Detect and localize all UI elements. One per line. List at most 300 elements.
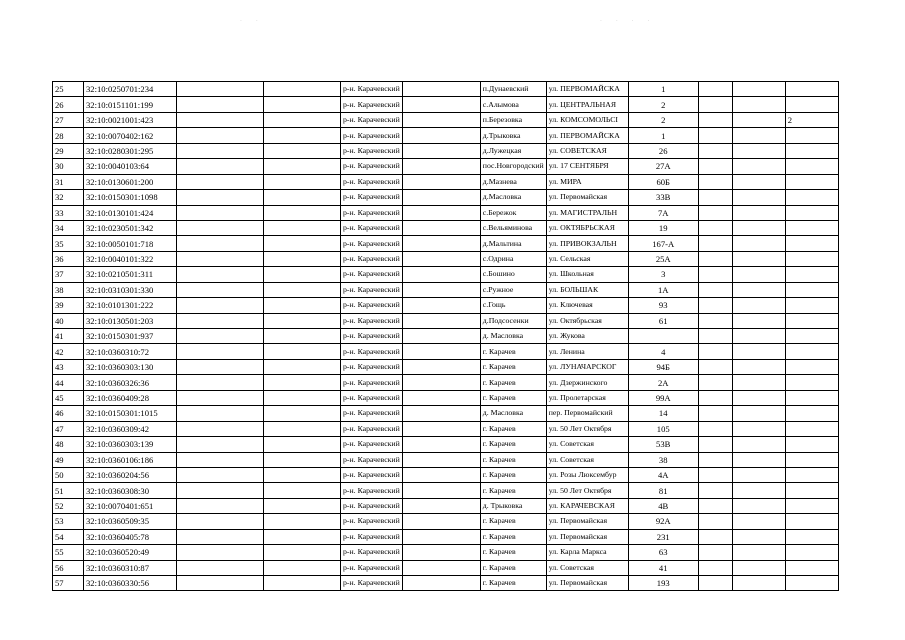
extra-cell bbox=[785, 298, 838, 313]
locality-cell: д.Подсосенки bbox=[480, 313, 546, 328]
cadastral-number-cell: 32:10:0360326:36 bbox=[84, 375, 177, 390]
house-number-cell: 63 bbox=[628, 545, 698, 560]
district-cell: р-н. Карачевский bbox=[341, 529, 403, 544]
house-number-cell: 2А bbox=[628, 375, 698, 390]
row-number-cell: 39 bbox=[53, 298, 84, 313]
locality-cell: г. Карачев bbox=[480, 344, 546, 359]
district-cell: р-н. Карачевский bbox=[341, 421, 403, 436]
empty-cell bbox=[402, 498, 480, 513]
locality-cell: г. Карачев bbox=[480, 390, 546, 405]
district-cell: р-н. Карачевский bbox=[341, 390, 403, 405]
district-cell: р-н. Карачевский bbox=[341, 282, 403, 297]
cadastral-number-cell: 32:10:0250701:234 bbox=[84, 82, 177, 97]
table-row bbox=[53, 406, 839, 421]
extra-cell bbox=[785, 329, 838, 344]
row-number-cell: 37 bbox=[53, 267, 84, 282]
district-cell: р-н. Карачевский bbox=[341, 545, 403, 560]
house-number-cell: 7А bbox=[628, 205, 698, 220]
empty-cell bbox=[402, 267, 480, 282]
house-number-cell: 99А bbox=[628, 390, 698, 405]
house-number-cell bbox=[628, 329, 698, 344]
empty-cell bbox=[732, 390, 785, 405]
street-cell: ул. Первомайская bbox=[546, 190, 628, 205]
table-row bbox=[53, 82, 839, 97]
cadastral-number-cell: 32:10:0130101:424 bbox=[84, 205, 177, 220]
house-number-cell: 14 bbox=[628, 406, 698, 421]
row-number-cell: 51 bbox=[53, 483, 84, 498]
row-number-cell: 42 bbox=[53, 344, 84, 359]
empty-cell bbox=[402, 298, 480, 313]
empty-cell bbox=[402, 560, 480, 575]
locality-cell: с.Гощь bbox=[480, 298, 546, 313]
empty-cell bbox=[177, 205, 264, 220]
empty-cell bbox=[732, 205, 785, 220]
locality-cell: г. Карачев bbox=[480, 560, 546, 575]
empty-cell bbox=[402, 359, 480, 374]
empty-cell bbox=[732, 82, 785, 97]
cadastral-number-cell: 32:10:0360106:186 bbox=[84, 452, 177, 467]
table-row bbox=[53, 437, 839, 452]
empty-cell bbox=[698, 514, 732, 529]
extra-cell bbox=[785, 390, 838, 405]
empty-cell bbox=[732, 159, 785, 174]
extra-cell bbox=[785, 529, 838, 544]
row-number-cell: 40 bbox=[53, 313, 84, 328]
empty-cell bbox=[732, 437, 785, 452]
empty-cell bbox=[402, 159, 480, 174]
house-number-cell: 2 bbox=[628, 97, 698, 112]
empty-cell bbox=[264, 483, 341, 498]
empty-cell bbox=[177, 467, 264, 482]
empty-cell bbox=[264, 576, 341, 591]
street-cell: ул. ПРИВОКЗАЛЬН bbox=[546, 236, 628, 251]
street-cell: ул. Сельская bbox=[546, 251, 628, 266]
empty-cell bbox=[698, 128, 732, 143]
cadastral-number-cell: 32:10:0360303:130 bbox=[84, 359, 177, 374]
empty-cell bbox=[177, 437, 264, 452]
empty-cell bbox=[698, 529, 732, 544]
empty-cell bbox=[732, 236, 785, 251]
empty-cell bbox=[402, 390, 480, 405]
empty-cell bbox=[402, 529, 480, 544]
extra-cell bbox=[785, 344, 838, 359]
street-cell: ул. БОЛЬШАК bbox=[546, 282, 628, 297]
locality-cell: с.Бошино bbox=[480, 267, 546, 282]
empty-cell bbox=[698, 576, 732, 591]
street-cell: ул. 17 СЕНТЯБРЯ bbox=[546, 159, 628, 174]
row-number-cell: 43 bbox=[53, 359, 84, 374]
district-cell: р-н. Карачевский bbox=[341, 267, 403, 282]
empty-cell bbox=[698, 236, 732, 251]
empty-cell bbox=[732, 128, 785, 143]
cadastral-number-cell: 32:10:0360204:56 bbox=[84, 467, 177, 482]
cadastral-number-cell: 32:10:0150301:1098 bbox=[84, 190, 177, 205]
extra-cell bbox=[785, 267, 838, 282]
locality-cell: с.Ружное bbox=[480, 282, 546, 297]
empty-cell bbox=[177, 313, 264, 328]
street-cell: ул. Первомайская bbox=[546, 576, 628, 591]
table-row bbox=[53, 282, 839, 297]
empty-cell bbox=[264, 406, 341, 421]
table-row bbox=[53, 390, 839, 405]
street-cell: ул. СОВЕТСКАЯ bbox=[546, 143, 628, 158]
empty-cell bbox=[732, 112, 785, 127]
extra-cell bbox=[785, 128, 838, 143]
empty-cell bbox=[698, 112, 732, 127]
locality-cell: г. Карачев bbox=[480, 437, 546, 452]
empty-cell bbox=[177, 97, 264, 112]
street-cell: ул. Карла Маркса bbox=[546, 545, 628, 560]
extra-cell bbox=[785, 467, 838, 482]
locality-cell: г. Карачев bbox=[480, 467, 546, 482]
extra-cell bbox=[785, 483, 838, 498]
empty-cell bbox=[177, 576, 264, 591]
empty-cell bbox=[402, 452, 480, 467]
extra-cell bbox=[785, 421, 838, 436]
table-row bbox=[53, 313, 839, 328]
cadastral-number-cell: 32:10:0230501:342 bbox=[84, 220, 177, 235]
district-cell: р-н. Карачевский bbox=[341, 560, 403, 575]
row-number-cell: 47 bbox=[53, 421, 84, 436]
empty-cell bbox=[698, 437, 732, 452]
empty-cell bbox=[402, 282, 480, 297]
extra-cell bbox=[785, 82, 838, 97]
district-cell: р-н. Карачевский bbox=[341, 159, 403, 174]
locality-cell: д.Масловка bbox=[480, 190, 546, 205]
empty-cell bbox=[264, 298, 341, 313]
row-number-cell: 33 bbox=[53, 205, 84, 220]
empty-cell bbox=[264, 236, 341, 251]
row-number-cell: 46 bbox=[53, 406, 84, 421]
empty-cell bbox=[264, 359, 341, 374]
extra-cell bbox=[785, 143, 838, 158]
empty-cell bbox=[732, 220, 785, 235]
cadastral-number-cell: 32:10:0360310:87 bbox=[84, 560, 177, 575]
locality-cell: с.Бережок bbox=[480, 205, 546, 220]
empty-cell bbox=[732, 467, 785, 482]
district-cell: р-н. Карачевский bbox=[341, 205, 403, 220]
empty-cell bbox=[264, 344, 341, 359]
district-cell: р-н. Карачевский bbox=[341, 112, 403, 127]
district-cell: р-н. Карачевский bbox=[341, 576, 403, 591]
street-cell: ул. 50 Лет Октября bbox=[546, 483, 628, 498]
street-cell: ул. ЦЕНТРАЛЬНАЯ bbox=[546, 97, 628, 112]
locality-cell: с.Одрина bbox=[480, 251, 546, 266]
row-number-cell: 25 bbox=[53, 82, 84, 97]
locality-cell: с.Алымова bbox=[480, 97, 546, 112]
street-cell: ул. Октябрьская bbox=[546, 313, 628, 328]
house-number-cell: 41 bbox=[628, 560, 698, 575]
empty-cell bbox=[698, 267, 732, 282]
extra-cell bbox=[785, 159, 838, 174]
table-row bbox=[53, 452, 839, 467]
empty-cell bbox=[732, 282, 785, 297]
street-cell: ул. Советская bbox=[546, 560, 628, 575]
empty-cell bbox=[177, 267, 264, 282]
locality-cell: пос.Новгородский bbox=[480, 159, 546, 174]
table-row bbox=[53, 251, 839, 266]
empty-cell bbox=[698, 159, 732, 174]
row-number-cell: 49 bbox=[53, 452, 84, 467]
street-cell: ул. ОКТЯБРЬСКАЯ bbox=[546, 220, 628, 235]
district-cell: р-н. Карачевский bbox=[341, 514, 403, 529]
empty-cell bbox=[177, 406, 264, 421]
extra-cell bbox=[785, 190, 838, 205]
empty-cell bbox=[698, 282, 732, 297]
house-number-cell: 27А bbox=[628, 159, 698, 174]
empty-cell bbox=[177, 452, 264, 467]
empty-cell bbox=[264, 205, 341, 220]
cadastral-number-cell: 32:10:0360309:42 bbox=[84, 421, 177, 436]
row-number-cell: 55 bbox=[53, 545, 84, 560]
table-row bbox=[53, 421, 839, 436]
empty-cell bbox=[732, 359, 785, 374]
street-cell: ул. Дзержинского bbox=[546, 375, 628, 390]
empty-cell bbox=[402, 174, 480, 189]
locality-cell: г. Карачев bbox=[480, 514, 546, 529]
extra-cell bbox=[785, 437, 838, 452]
empty-cell bbox=[732, 97, 785, 112]
cadastral-number-cell: 32:10:0360509:35 bbox=[84, 514, 177, 529]
cadastral-number-cell: 32:10:0070401:651 bbox=[84, 498, 177, 513]
house-number-cell: 61 bbox=[628, 313, 698, 328]
district-cell: р-н. Карачевский bbox=[341, 498, 403, 513]
cadastral-number-cell: 32:10:0130601:200 bbox=[84, 174, 177, 189]
empty-cell bbox=[402, 375, 480, 390]
empty-cell bbox=[698, 251, 732, 266]
empty-cell bbox=[732, 329, 785, 344]
empty-cell bbox=[732, 483, 785, 498]
empty-cell bbox=[264, 97, 341, 112]
table-row bbox=[53, 267, 839, 282]
row-number-cell: 50 bbox=[53, 467, 84, 482]
cadastral-number-cell: 32:10:0210501:311 bbox=[84, 267, 177, 282]
extra-cell bbox=[785, 174, 838, 189]
house-number-cell: 4А bbox=[628, 467, 698, 482]
empty-cell bbox=[402, 205, 480, 220]
cadastral-number-cell: 32:10:0150301:937 bbox=[84, 329, 177, 344]
locality-cell: г. Карачев bbox=[480, 452, 546, 467]
row-number-cell: 31 bbox=[53, 174, 84, 189]
document-sheet bbox=[52, 81, 839, 591]
empty-cell bbox=[402, 313, 480, 328]
locality-cell: г. Карачев bbox=[480, 359, 546, 374]
table-row bbox=[53, 159, 839, 174]
empty-cell bbox=[698, 220, 732, 235]
house-number-cell: 92А bbox=[628, 514, 698, 529]
extra-cell bbox=[785, 406, 838, 421]
empty-cell bbox=[402, 220, 480, 235]
empty-cell bbox=[177, 298, 264, 313]
scan-artifact: · · bbox=[240, 18, 264, 25]
empty-cell bbox=[698, 390, 732, 405]
empty-cell bbox=[177, 159, 264, 174]
street-cell: пер. Первомайский bbox=[546, 406, 628, 421]
empty-cell bbox=[177, 329, 264, 344]
empty-cell bbox=[402, 128, 480, 143]
district-cell: р-н. Карачевский bbox=[341, 344, 403, 359]
house-number-cell: 81 bbox=[628, 483, 698, 498]
empty-cell bbox=[402, 251, 480, 266]
cadastral-number-cell: 32:10:0360405:78 bbox=[84, 529, 177, 544]
locality-cell: д.Мазнева bbox=[480, 174, 546, 189]
cadastral-number-cell: 32:10:0360330:56 bbox=[84, 576, 177, 591]
empty-cell bbox=[732, 545, 785, 560]
empty-cell bbox=[698, 498, 732, 513]
extra-cell bbox=[785, 576, 838, 591]
district-cell: р-н. Карачевский bbox=[341, 329, 403, 344]
district-cell: р-н. Карачевский bbox=[341, 236, 403, 251]
district-cell: р-н. Карачевский bbox=[341, 375, 403, 390]
row-number-cell: 38 bbox=[53, 282, 84, 297]
district-cell: р-н. Карачевский bbox=[341, 483, 403, 498]
table-row bbox=[53, 205, 839, 220]
empty-cell bbox=[732, 313, 785, 328]
cadastral-number-cell: 32:10:0360303:139 bbox=[84, 437, 177, 452]
empty-cell bbox=[698, 313, 732, 328]
house-number-cell: 19 bbox=[628, 220, 698, 235]
row-number-cell: 53 bbox=[53, 514, 84, 529]
cadastral-number-cell: 32:10:0360520:49 bbox=[84, 545, 177, 560]
district-cell: р-н. Карачевский bbox=[341, 82, 403, 97]
empty-cell bbox=[698, 174, 732, 189]
locality-cell: с.Вельяминова bbox=[480, 220, 546, 235]
street-cell: ул. МИРА bbox=[546, 174, 628, 189]
street-cell: ул. МАГИСТРАЛЬН bbox=[546, 205, 628, 220]
row-number-cell: 30 bbox=[53, 159, 84, 174]
house-number-cell: 105 bbox=[628, 421, 698, 436]
empty-cell bbox=[402, 406, 480, 421]
empty-cell bbox=[177, 128, 264, 143]
empty-cell bbox=[177, 282, 264, 297]
table-row bbox=[53, 220, 839, 235]
table-row bbox=[53, 498, 839, 513]
empty-cell bbox=[177, 236, 264, 251]
empty-cell bbox=[698, 97, 732, 112]
extra-cell bbox=[785, 236, 838, 251]
empty-cell bbox=[698, 190, 732, 205]
house-number-cell: 1 bbox=[628, 128, 698, 143]
empty-cell bbox=[402, 143, 480, 158]
empty-cell bbox=[177, 514, 264, 529]
locality-cell: г. Карачев bbox=[480, 576, 546, 591]
empty-cell bbox=[732, 190, 785, 205]
empty-cell bbox=[698, 467, 732, 482]
empty-cell bbox=[402, 483, 480, 498]
table-row bbox=[53, 128, 839, 143]
cadastral-number-cell: 32:10:0151101:199 bbox=[84, 97, 177, 112]
empty-cell bbox=[177, 359, 264, 374]
cadastral-number-cell: 32:10:0360308:30 bbox=[84, 483, 177, 498]
locality-cell: д. Масловка bbox=[480, 329, 546, 344]
street-cell: ул. Первомайская bbox=[546, 529, 628, 544]
empty-cell bbox=[402, 112, 480, 127]
extra-cell: 2 bbox=[785, 112, 838, 127]
street-cell: ул. Розы Люксембур bbox=[546, 467, 628, 482]
empty-cell bbox=[177, 190, 264, 205]
empty-cell bbox=[264, 282, 341, 297]
empty-cell bbox=[177, 498, 264, 513]
street-cell: ул. Первомайская bbox=[546, 514, 628, 529]
empty-cell bbox=[732, 406, 785, 421]
table-row bbox=[53, 483, 839, 498]
empty-cell bbox=[264, 545, 341, 560]
empty-cell bbox=[732, 498, 785, 513]
cadastral-number-cell: 32:10:0040103:64 bbox=[84, 159, 177, 174]
empty-cell bbox=[177, 421, 264, 436]
empty-cell bbox=[264, 190, 341, 205]
empty-cell bbox=[264, 375, 341, 390]
extra-cell bbox=[785, 375, 838, 390]
cadastral-number-cell: 32:10:0280301:295 bbox=[84, 143, 177, 158]
extra-cell bbox=[785, 560, 838, 575]
street-cell: ул. ПЕРВОМАЙСКА bbox=[546, 82, 628, 97]
empty-cell bbox=[732, 452, 785, 467]
street-cell: ул. Ключевая bbox=[546, 298, 628, 313]
empty-cell bbox=[264, 560, 341, 575]
empty-cell bbox=[264, 529, 341, 544]
table-row bbox=[53, 298, 839, 313]
street-cell: ул. Ленина bbox=[546, 344, 628, 359]
locality-cell: д. Трыковка bbox=[480, 498, 546, 513]
empty-cell bbox=[698, 329, 732, 344]
cadastral-number-cell: 32:10:0130501:203 bbox=[84, 313, 177, 328]
house-number-cell: 33В bbox=[628, 190, 698, 205]
row-number-cell: 57 bbox=[53, 576, 84, 591]
empty-cell bbox=[264, 143, 341, 158]
extra-cell bbox=[785, 452, 838, 467]
table-row bbox=[53, 359, 839, 374]
empty-cell bbox=[264, 498, 341, 513]
table-row bbox=[53, 375, 839, 390]
house-number-cell: 93 bbox=[628, 298, 698, 313]
cadastral-number-cell: 32:10:0021001:423 bbox=[84, 112, 177, 127]
street-cell: ул. Школьная bbox=[546, 267, 628, 282]
house-number-cell: 2 bbox=[628, 112, 698, 127]
empty-cell bbox=[402, 344, 480, 359]
locality-cell: д.Трыковка bbox=[480, 128, 546, 143]
row-number-cell: 29 bbox=[53, 143, 84, 158]
empty-cell bbox=[732, 560, 785, 575]
empty-cell bbox=[402, 576, 480, 591]
locality-cell: г. Карачев bbox=[480, 421, 546, 436]
empty-cell bbox=[264, 251, 341, 266]
empty-cell bbox=[698, 375, 732, 390]
table-row bbox=[53, 236, 839, 251]
locality-cell: г. Карачев bbox=[480, 375, 546, 390]
row-number-cell: 41 bbox=[53, 329, 84, 344]
empty-cell bbox=[177, 143, 264, 158]
empty-cell bbox=[402, 82, 480, 97]
district-cell: р-н. Карачевский bbox=[341, 467, 403, 482]
empty-cell bbox=[402, 467, 480, 482]
locality-cell: д.Мальтина bbox=[480, 236, 546, 251]
empty-cell bbox=[402, 545, 480, 560]
empty-cell bbox=[732, 421, 785, 436]
row-number-cell: 52 bbox=[53, 498, 84, 513]
empty-cell bbox=[177, 483, 264, 498]
empty-cell bbox=[264, 159, 341, 174]
district-cell: р-н. Карачевский bbox=[341, 128, 403, 143]
locality-cell: п.Березовка bbox=[480, 112, 546, 127]
empty-cell bbox=[264, 82, 341, 97]
empty-cell bbox=[732, 267, 785, 282]
house-number-cell: 231 bbox=[628, 529, 698, 544]
empty-cell bbox=[698, 560, 732, 575]
empty-cell bbox=[732, 344, 785, 359]
empty-cell bbox=[732, 174, 785, 189]
empty-cell bbox=[732, 576, 785, 591]
